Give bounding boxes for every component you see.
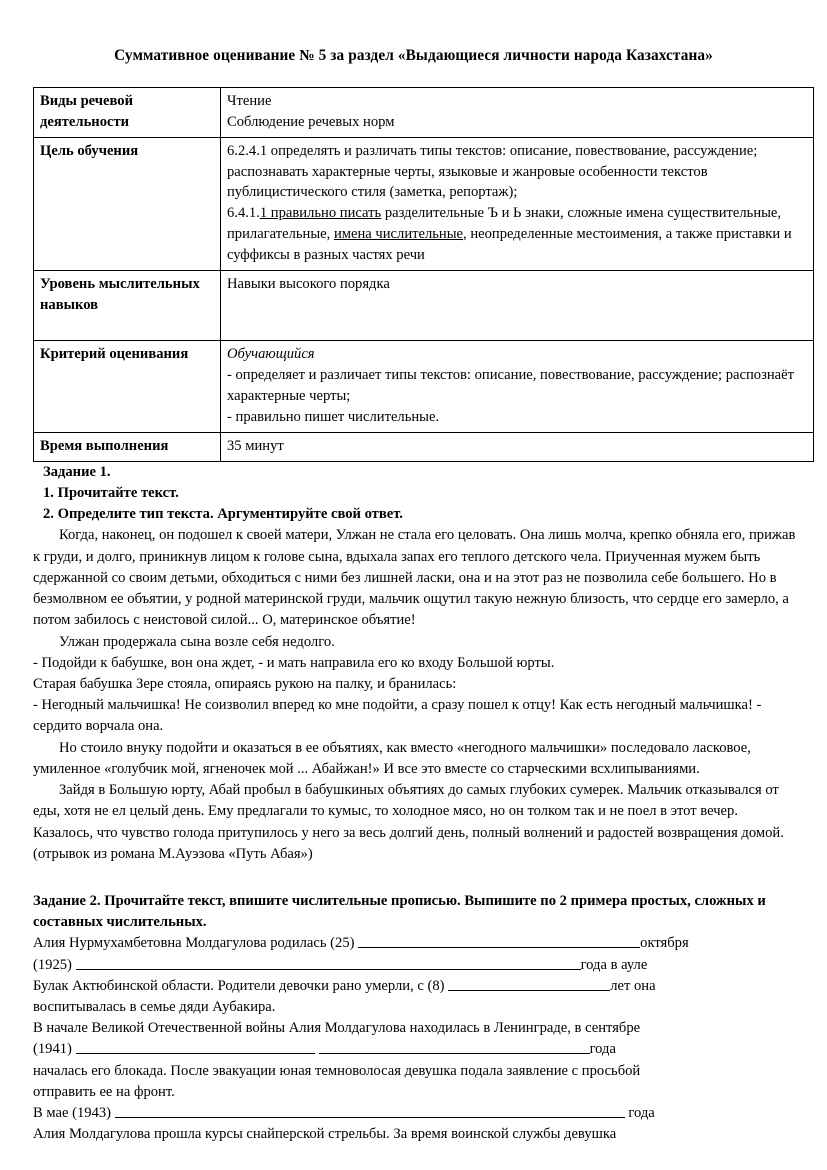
task2-line-2 <box>33 955 797 976</box>
task1-instruction-1: 1. Прочитайте текст. <box>43 485 179 501</box>
objective-line-1: 6.2.4.1 определять и различать типы текстов: описание, повествование, рассуждение; распознавать характерные черты, языковые и жанровые особенности текстов публицистического стиля (заметка, репортаж); <box>227 142 758 201</box>
row-value-duration: 35 минут <box>221 432 814 461</box>
task2-text: года в ауле <box>580 956 648 973</box>
passage-source: (отрывок из романа М.Ауэзова «Путь Абая») <box>33 845 313 862</box>
passage-paragraph: - Подойди к бабушке, вон она ждет, - и мать направила его ко входу Большой юрты. <box>33 654 555 671</box>
table-row-assessment-criteria <box>34 341 814 432</box>
task2-line-6 <box>33 1039 797 1060</box>
passage-paragraph: Зайдя в Большую юрту, Абай пробыл в бабушкиных объятиях до самых глубоких сумерек. Мальчик отказывался от еды, хотя не ел целый день. Ему предлагали то кумыс, то холодное мясо, но он толком так и не поел в этот вечер. Казалось, что чувство голода притупилось у него за весь долгий день, полный волнений и радостей возвращения домой. <box>33 782 784 841</box>
passage-paragraph: Но стоило внуку подойти и оказаться в ее объятиях, как вместо «негодного мальчишки» последовало ласковое, умиленное «голубчик мой, ягненочек мой ... Абайжан!» И все это вместе со старческими всхлипываниями. <box>33 739 751 777</box>
task2-text: года <box>624 1105 655 1122</box>
task2-text: Алия Нурмухамбетовна Молдагулова родилась (25) <box>33 935 359 952</box>
row-label-speech-activities: Виды речевой деятельности <box>34 88 221 138</box>
task2-line-10: Алия Молдагулова прошла курсы снайперской стрельбы. За время воинской службы девушка <box>33 1126 617 1143</box>
table-row-thinking-level <box>34 270 814 341</box>
row-label-thinking-level: Уровень мыслительных навыков <box>34 270 221 341</box>
task2-line-8: отправить ее на фронт. <box>33 1083 175 1100</box>
table-row-speech-activities <box>34 88 814 138</box>
objective-underline-2: имена числительные <box>333 226 464 243</box>
fill-in-blank[interactable] <box>358 934 640 948</box>
task1-section <box>33 462 797 1146</box>
row-label-duration: Время выполнения <box>34 432 221 461</box>
value-line: Чтение <box>227 93 272 109</box>
task2-line-1 <box>33 933 797 954</box>
fill-in-blank[interactable] <box>448 976 610 990</box>
specification-table <box>33 87 814 462</box>
task2-line-5: В начале Великой Отечественной войны Алия Молдагулова находилась в Ленинграде, в сентябре <box>33 1020 641 1037</box>
task1-heading: Задание 1. <box>43 463 111 480</box>
passage-paragraph: Старая бабушка Зере стояла, опираясь рукою на палку, и бранилась: <box>33 675 457 692</box>
fill-in-blank[interactable] <box>115 1104 625 1118</box>
fill-in-blank[interactable] <box>76 1040 315 1054</box>
objective-mid: разделительные Ъ и Ь знаки, сложные имена существительные, прилагательные, <box>227 205 782 243</box>
objective-underline-1: 1 правильно писать <box>259 205 382 222</box>
row-label-learning-objective: Цель обучения <box>34 137 221 270</box>
table-row-learning-objective <box>34 137 814 270</box>
task1-instruction-2: 2. Определите тип текста. Аргументируйте свой ответ. <box>43 506 403 523</box>
row-value-thinking-level <box>221 270 814 341</box>
table-row-duration <box>34 432 814 461</box>
objective-tail: , неопределенные местоимения, а также приставки и суффиксы в разных частях речи <box>227 226 792 264</box>
row-value-learning-objective <box>221 137 814 270</box>
objective-line-2 <box>227 203 808 266</box>
page-title: Суммативное оценивание № 5 за раздел «Выдающиеся личности народа Казахстана» <box>114 47 713 64</box>
passage-paragraph: Когда, наконец, он подошел к своей матери, Улжан не стала его целовать. Она лишь молча, крепко обняла его, прижав к груди, и долго, приникнув лицом к голове сына, вдыхала запах его теплого детского чела. Приученная мужем быть сдержанной со своим детьми, обходиться с ними без лишней ласки, она и на этот раз не позволила себе большего. Но в безмолвном ее объятии, у родной материнской груди, мальчик ощутил такую нежную близость, что сердце его замерло, а потом забилось с неистовой силой... О, материнское объятие! <box>33 527 796 629</box>
value-line: Соблюдение речевых норм <box>227 113 395 130</box>
passage-paragraph: - Негодный мальчишка! Не соизволил вперед ко мне подойти, а сразу пошел к отцу! Как есть негодный мальчишка! - сердито ворчала она. <box>33 697 762 735</box>
row-value-assessment-criteria <box>221 341 814 432</box>
task2-text: лет она <box>610 977 656 994</box>
task2-line-7: началась его блокада. После эвакуации юная темноволосая девушка подала заявление с просьбой <box>33 1062 641 1079</box>
criteria-subject: Обучающийся <box>227 346 315 363</box>
section-spacer <box>33 865 797 891</box>
fill-in-blank[interactable] <box>319 1040 590 1054</box>
task2-heading: Задание 2. Прочитайте текст, впишите числительные прописью. Выпишите по 2 примера простых, сложных и составных числительных. <box>33 892 766 931</box>
criteria-item-1: - определяет и различает типы текстов: описание, повествование, рассуждение; распознаёт характерные черты; <box>227 367 794 405</box>
task2-text: В мае (1943) <box>33 1105 115 1122</box>
task2-text: Булак Актюбинской области. Родители девочки рано умерли, с (8) <box>33 977 449 994</box>
fill-in-blank[interactable] <box>76 955 581 969</box>
task2-text: октября <box>640 935 689 952</box>
criteria-item-2: - правильно пишет числительные. <box>227 409 440 426</box>
row-value-speech-activities <box>221 88 814 138</box>
row-label-assessment-criteria: Критерий оценивания <box>34 341 221 432</box>
value-line: Навыки высокого порядка <box>227 275 390 292</box>
task2-text: (1925) <box>33 956 76 973</box>
objective-prefix: 6.4.1. <box>227 205 260 222</box>
passage-paragraph: Улжан продержала сына возле себя недолго. <box>59 633 335 650</box>
task2-line-3 <box>33 976 797 997</box>
task2-line-4: воспитывалась в семье дяди Аубакира. <box>33 999 276 1016</box>
task2-line-9 <box>33 1103 797 1124</box>
task2-text: (1941) <box>33 1041 76 1058</box>
task2-text: года <box>589 1041 616 1058</box>
